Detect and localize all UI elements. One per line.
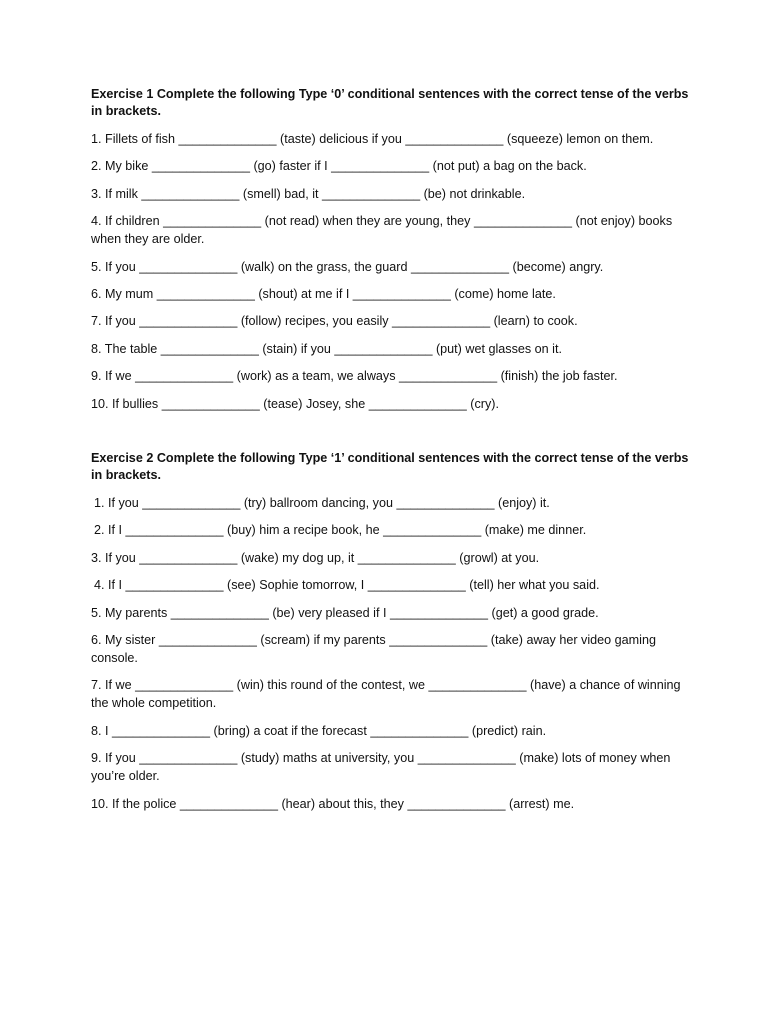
exercise-2-item-6: 6. My sister ______________ (scream) if my parents ______________ (take) away her video gaming console. [91, 632, 656, 665]
exercise-1-item-10: 10. If bullies ______________ (tease) Josey, she ______________ (cry). [91, 396, 499, 411]
exercise-1-item-1: 1. Fillets of fish ______________ (taste) delicious if you ______________ (squeeze) lemon on them. [91, 132, 654, 146]
exercise-2-item-2: 2. If I ______________ (buy) him a recipe book, he ______________ (make) me dinner. [94, 523, 587, 538]
exercise-2 [91, 450, 691, 822]
exercise-1-item-7: 7. If you ______________ (follow) recipes, you easily ______________ (learn) to cook. [91, 314, 578, 329]
exercise-1-heading: Exercise 1 Complete the following Type ‘0’ conditional sentences with the correct tense of the verbs in brackets. [91, 87, 689, 118]
exercise-1-item-2: 2. My bike ______________ (go) faster if I ______________ (not put) a bag on the back. [91, 159, 587, 174]
exercise-2-item-5: 5. My parents ______________ (be) very pleased if I ______________ (get) a good grade. [91, 605, 599, 620]
exercise-1-item-3: 3. If milk ______________ (smell) bad, it ______________ (be) not drinkable. [91, 186, 526, 201]
exercise-1-item-4: 4. If children ______________ (not read) when they are young, they ______________ (not enjoy) books when they are older. [91, 214, 673, 247]
exercise-1-item-9: 9. If we ______________ (work) as a team, we always ______________ (finish) the job faster. [91, 369, 618, 384]
exercise-1-item-6: 6. My mum ______________ (shout) at me if I ______________ (come) home late. [91, 286, 556, 301]
exercise-2-item-4: 4. If I ______________ (see) Sophie tomorrow, I ______________ (tell) her what you said. [94, 578, 600, 593]
exercise-2-item-9: 9. If you ______________ (study) maths at university, you ______________ (make) lots of money when you’re older. [91, 751, 671, 784]
exercise-2-heading: Exercise 2 Complete the following Type ‘1’ conditional sentences with the correct tense of the verbs in brackets. [91, 451, 689, 482]
exercise-2-item-1: 1. If you ______________ (try) ballroom dancing, you ______________ (enjoy) it. [94, 496, 550, 510]
exercise-1 [91, 86, 691, 422]
exercise-2-item-10: 10. If the police ______________ (hear) about this, they ______________ (arrest) me. [91, 796, 575, 811]
exercise-2-item-8: 8. I ______________ (bring) a coat if the forecast ______________ (predict) rain. [91, 723, 547, 738]
exercise-1-item-5: 5. If you ______________ (walk) on the grass, the guard ______________ (become) angry. [91, 259, 604, 274]
exercise-1-item-8: 8. The table ______________ (stain) if you ______________ (put) wet glasses on it. [91, 341, 562, 356]
exercise-2-item-3: 3. If you ______________ (wake) my dog up, it ______________ (growl) at you. [91, 550, 540, 565]
exercise-2-item-7: 7. If we ______________ (win) this round of the contest, we ______________ (have) a chance of winning the whole competition. [91, 678, 681, 711]
